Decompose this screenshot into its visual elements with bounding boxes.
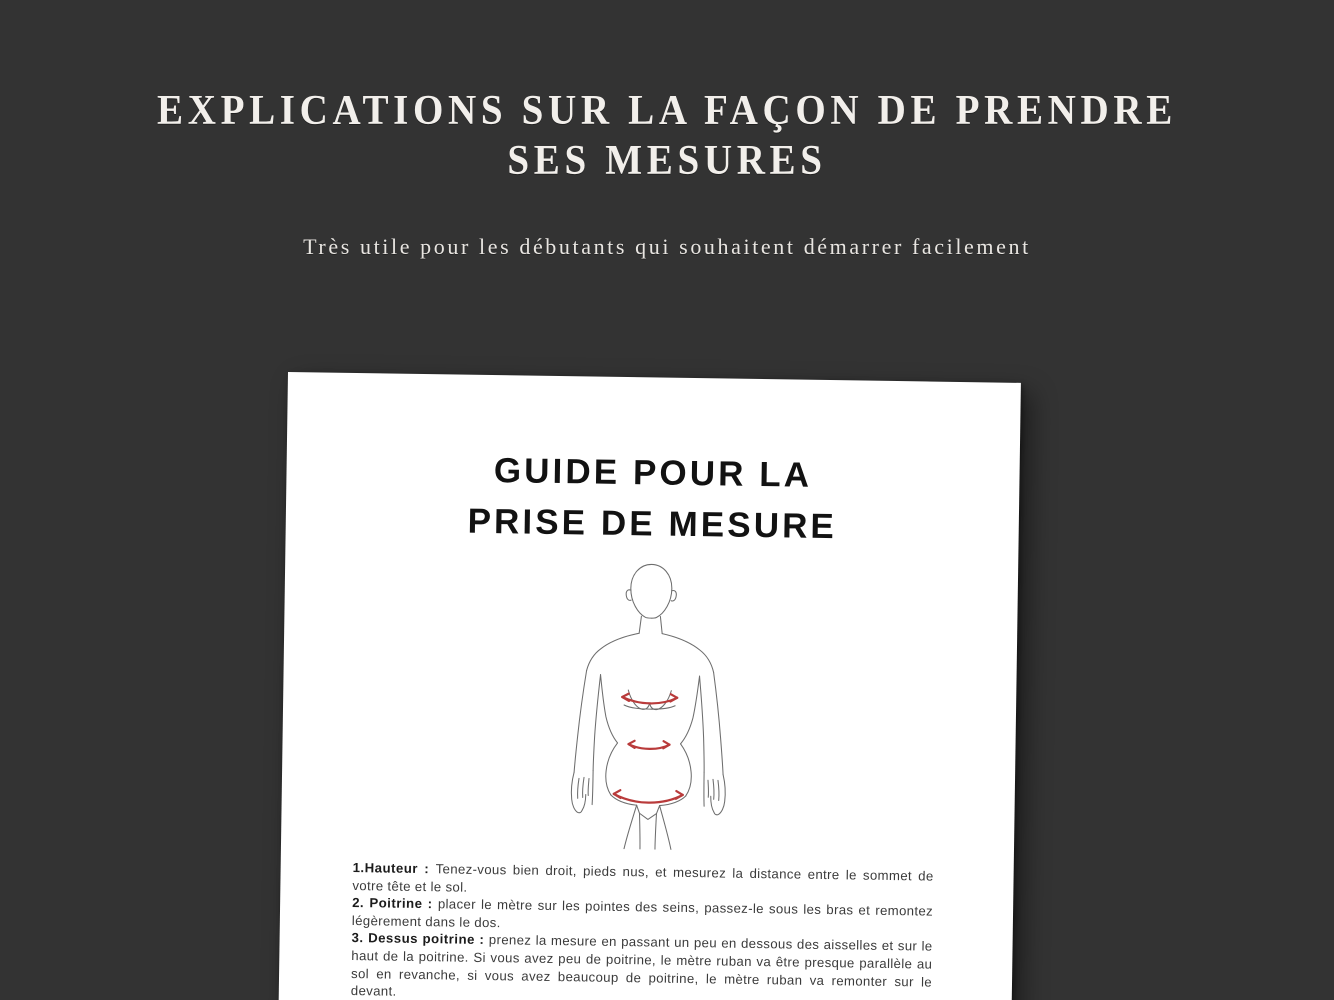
document-sheet — [278, 372, 1021, 1000]
document-title — [285, 442, 1019, 555]
instruction-number: 2. — [352, 895, 365, 911]
instruction-text: placer le mètre sur les pointes des seins, passez-le sous les bras et remontez légèrement dans le dos. — [351, 896, 934, 930]
document-page-content — [278, 372, 1021, 1000]
instruction-text: Tenez-vous bien droit, pieds nus, et mesurez la distance entre le sommet de votre tête et le sol. — [352, 861, 934, 895]
document-title-line-2: PRISE DE MESURE — [467, 501, 838, 547]
instructions-list — [351, 859, 934, 1000]
body-measurement-figure — [526, 556, 773, 852]
instruction-separator: : — [474, 932, 489, 948]
instruction-term: Hauteur — [364, 860, 419, 876]
female-body-outline-icon — [526, 556, 773, 852]
instruction-term: Poitrine — [364, 895, 423, 912]
instruction-number: 3. — [351, 930, 364, 946]
instruction-number: 1. — [352, 860, 365, 876]
instruction-separator: : — [417, 860, 436, 877]
instruction-text: prenez la mesure en passant un peu en dessous des aisselles et sur le haut de la poitrine. Si vous avez peu de poitrine, le mètre ruban va être presque parallèle au sol en revanche, si vous avez beaucoup de poitrine, le mètre ruban va remonter sur le devant. — [350, 932, 933, 999]
promo-subtitle: Très utile pour les débutants qui souhaitent démarrer facilement — [303, 234, 1031, 259]
instruction-separator: : — [422, 896, 439, 912]
hip-measure-band — [614, 794, 683, 803]
promo-header — [0, 0, 1334, 260]
document-title-line-1: GUIDE POUR LA — [493, 451, 813, 495]
instruction-item — [351, 929, 933, 1000]
instruction-term: Dessus poitrine — [363, 930, 476, 948]
document-page — [278, 372, 1021, 1000]
promo-title: EXPLICATIONS SUR LA FAÇON DE PRENDRE SES MESURES — [157, 88, 1177, 184]
